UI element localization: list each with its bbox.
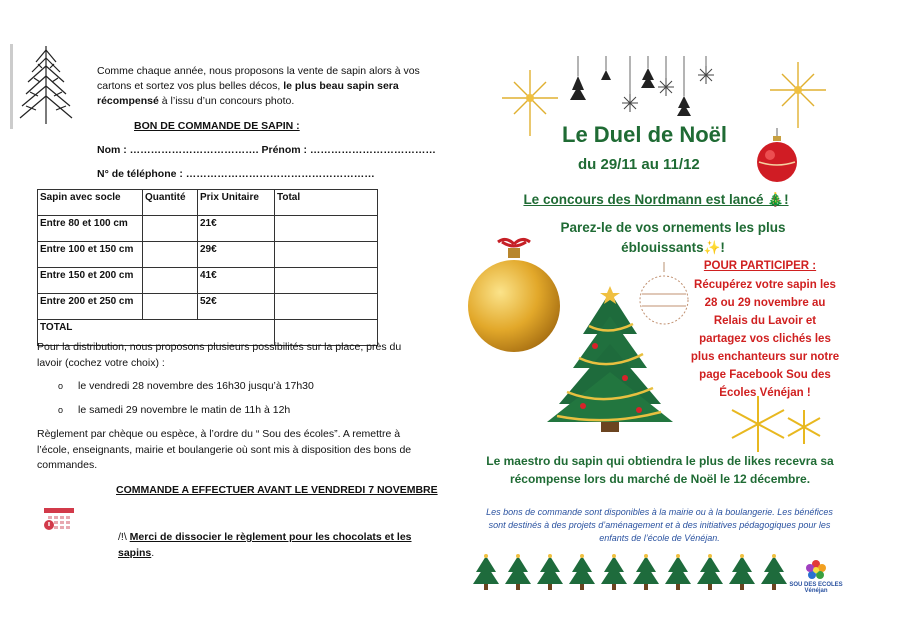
intro-text-2: à l’issu d’un concours photo. [158, 95, 295, 107]
gold-star-left-icon [500, 68, 560, 138]
payment-paragraph: Règlement par chèque ou espèce, à l’ordre du “ Sou des écoles”. A remettre à l’école, enseignants, mairie et boulangerie où sont mis à disposition des bons de commandes. [37, 428, 412, 471]
size-cell: Entre 80 et 100 cm [38, 216, 143, 242]
intro-paragraph [97, 64, 427, 109]
flyer-dates: du 29/11 au 11/12 [578, 156, 700, 173]
intro-text-1: Comme chaque année, nous proposons la vente de sapin alors à vos cartons et sortez vos plus belles décos, [97, 65, 420, 92]
size-cell: Entre 100 et 150 cm [38, 242, 143, 268]
option-saturday-label: le samedi 29 novembre le matin de 11h à 12h [78, 404, 291, 416]
christmas-tree-icon [543, 286, 677, 436]
size-cell: Entre 200 et 250 cm [38, 294, 143, 320]
gold-star-right-icon [768, 60, 828, 130]
flyer-title: Le Duel de Noël [562, 122, 728, 147]
header-cell: Total [275, 190, 378, 216]
total-cell[interactable] [275, 216, 378, 242]
table-row [38, 294, 378, 320]
pine-tree-sketch-icon [16, 44, 76, 126]
warning-note [118, 530, 418, 561]
warning-text: Merci de dissocier le règlement pour les chocolats et les sapins [118, 531, 412, 559]
quantity-cell[interactable] [143, 216, 198, 242]
red-bauble-icon [755, 128, 799, 186]
bullet-icon: o [58, 405, 64, 415]
total-cell[interactable] [275, 242, 378, 268]
option-friday-label: le vendredi 28 novembre des 16h30 jusqu’à 17h30 [78, 380, 314, 392]
tree-row-decoration [470, 554, 790, 592]
header-cell: Sapin avec socle [38, 190, 143, 216]
bullet-icon: o [58, 381, 64, 391]
warning-prefix: /!\ [118, 531, 130, 543]
option-friday[interactable] [58, 380, 314, 392]
quantity-cell[interactable] [143, 268, 198, 294]
contest-launch-text: Le concours des Nordmann est lancé 🎄! [523, 192, 789, 207]
warning-suffix: . [151, 546, 155, 559]
participate-title: POUR PARTICIPER : [703, 260, 817, 272]
price-cell: 52€ [198, 294, 275, 320]
price-cell: 41€ [198, 268, 275, 294]
header-cell: Prix Unitaire [198, 190, 275, 216]
hanging-ornaments-decoration [560, 56, 730, 122]
total-cell[interactable] [275, 268, 378, 294]
order-table [37, 189, 378, 346]
table-row [38, 242, 378, 268]
quantity-cell[interactable] [143, 294, 198, 320]
participate-text: Récupérez votre sapin les 28 ou 29 novembre au Relais du Lavoir et partagez vos clichés les plus enchanteurs sur notre page Facebook Sou des Écoles Vénéjan ! [690, 279, 840, 399]
intro-bold: le plus beau sapin sera récompensé [97, 80, 399, 107]
header-cell: Quantité [143, 190, 198, 216]
option-saturday[interactable] [58, 404, 290, 416]
school-association-logo [789, 546, 843, 594]
table-row [38, 268, 378, 294]
deadline-notice: COMMANDE A EFFECTUER AVANT LE VENDREDI 7 NOVEMBRE [116, 484, 438, 496]
table-row [38, 216, 378, 242]
decorate-text: Parez-le de vos ornements les plus éblouissants✨! [560, 220, 786, 255]
winner-text: Le maestro du sapin qui obtiendra le plus de likes recevra sa récompense lors du marché de Noël le 12 décembre. [486, 454, 834, 486]
price-cell: 29€ [198, 242, 275, 268]
phone-field-line[interactable]: N° de téléphone : ……………………………………………… [97, 168, 375, 180]
total-cell[interactable] [275, 294, 378, 320]
logo-text: SOU DES ECOLES Vénéjan [789, 582, 843, 594]
size-cell: Entre 150 et 200 cm [38, 268, 143, 294]
table-header-row [38, 190, 378, 216]
price-cell: 21€ [198, 216, 275, 242]
quantity-cell[interactable] [143, 242, 198, 268]
total-label-cell: TOTAL [38, 320, 275, 346]
left-margin-bar [10, 44, 13, 129]
info-text: Les bons de commande sont disponibles à la mairie ou à la boulangerie. Les bénéfices sont destinés à des projets d’aménagement et à des initiatives pédagogiques pour les enfants de l’école de Vénéjan. [486, 507, 833, 543]
gold-snowflake-icon [726, 392, 836, 456]
order-form-title: BON DE COMMANDE DE SAPIN : [134, 120, 300, 132]
name-field-line[interactable]: Nom : ………………………………. Prénom : ……………………………… [97, 144, 436, 156]
distribution-paragraph: Pour la distribution, nous proposons plusieurs possibilités sur la place, près du lavoir (cochez votre choix) : [37, 341, 402, 369]
calendar-icon [42, 504, 76, 534]
